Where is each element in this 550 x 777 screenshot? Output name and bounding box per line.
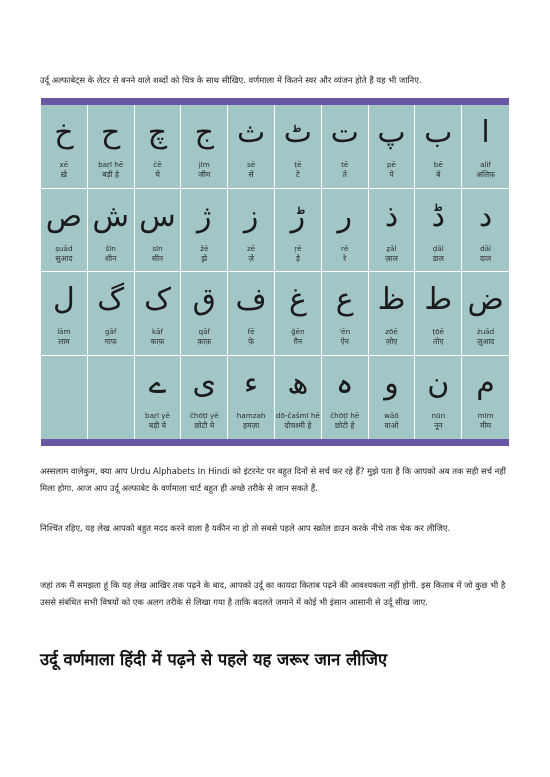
letter-cell	[181, 189, 228, 273]
urdu-letter: ظ	[377, 282, 406, 317]
transliteration: čhōṭī hē	[330, 410, 360, 420]
hindi-name: झ़े	[201, 253, 208, 263]
transliteration: gāf	[104, 327, 117, 336]
transliteration: mīm	[477, 410, 494, 420]
urdu-letter	[88, 360, 134, 408]
urdu-letter: ر	[337, 198, 352, 234]
letter-cell	[88, 356, 135, 440]
hindi-name: ज़ोए	[385, 337, 398, 346]
letter-cell	[369, 272, 416, 356]
urdu-letter: ے	[148, 365, 167, 401]
hindi-name: नून	[434, 420, 443, 430]
hindi-name: शीन	[105, 253, 117, 263]
urdu-letter: م	[476, 365, 495, 401]
transliteration: bē	[433, 160, 443, 169]
letter-cell	[462, 272, 509, 356]
letter-cell	[41, 356, 88, 440]
urdu-letter: ڈ	[431, 198, 445, 234]
hindi-name: जीम	[198, 170, 211, 179]
hindi-name: मीम	[480, 420, 492, 430]
paragraph-assurance: निश्चिंत रहिए, यह लेख आपको बहुत मदद करने वाला है यकीन ना हो तो सबसे पहले आप स्क्रोल डाउन करके नीचे तक चेक कर लीजिए.	[40, 523, 451, 533]
letter-cell	[322, 356, 369, 440]
hindi-name: ड़े	[295, 253, 300, 263]
hindi-name: ऐन	[340, 337, 349, 346]
letter-cell	[462, 189, 509, 273]
letter-cell	[322, 105, 369, 189]
transliteration: rē	[341, 243, 349, 253]
hindi-name: पे	[389, 170, 394, 179]
urdu-letter: ہ	[335, 365, 354, 401]
urdu-letter: ح	[101, 115, 121, 150]
letter-cell	[462, 105, 509, 189]
letter-cell	[181, 356, 228, 440]
transliteration: tē	[341, 160, 349, 169]
letter-cell	[88, 105, 135, 189]
urdu-letter: ت	[330, 115, 359, 150]
letter-cell	[275, 189, 322, 273]
letter-cell	[181, 105, 228, 189]
letter-cell	[135, 356, 182, 440]
letter-cell	[41, 105, 88, 189]
letter-cell	[135, 189, 182, 273]
intro-text: उर्दू अल्फाबेट्स के लेटर से बनने वाले शब्दों को चित्र के साथ सीखिए. वर्णमाला में कितने स्वर और व्यंजन होते हैं यह भी जानिए.	[40, 75, 422, 86]
urdu-letter: خ	[54, 115, 74, 150]
letter-cell	[415, 189, 462, 273]
urdu-letter: ا	[481, 115, 490, 150]
urdu-letter: ی	[192, 365, 217, 401]
transliteration: zōē	[385, 327, 398, 336]
letter-cell	[135, 105, 182, 189]
urdu-letter	[41, 360, 87, 408]
transliteration: qāf	[198, 327, 211, 336]
paragraph-explanation: जहां तक मैं समझता हूं कि यह लेख आखिर तक पढ़ने के बाद, आपको उर्दू का कायदा किताब पढ़ने की आवश्यकता नहीं होगी. इस किताब में जो कुछ भी है उससे संबंधित सभी विषयों को एक अलग तरीके से लिखा गया है ताकि बदलते जमाने में कोई भी इंसान आसानी से उर्दू सीख जाए.	[40, 580, 506, 607]
urdu-letter: ژ	[197, 198, 212, 234]
urdu-letter: ج	[194, 115, 214, 150]
hindi-name: लाम	[58, 337, 70, 346]
urdu-letter: ص	[45, 198, 83, 234]
urdu-letter: ک	[144, 282, 171, 317]
letter-cell	[275, 356, 322, 440]
hindi-name: छोटी ये	[194, 420, 215, 430]
paragraph-greeting: अस्सलाम वालेकुम, क्या आप Urdu Alphabets In Hindi को इंटरनेट पर बहुत दिनों से सर्च कर रहे हैं? मुझे पता है कि आपको अब तक सही सर्च नहीं मिला होगा. आज आप उर्दू अल्फाबेट के वर्णमाला चार्ट बहुत ही अच्छे तरीके से जान सकते हैं.	[40, 466, 506, 493]
letter-cell	[415, 272, 462, 356]
urdu-letter: گ	[97, 282, 125, 317]
transliteration: żuād	[476, 327, 495, 336]
transliteration: wāō	[384, 410, 399, 420]
urdu-letter: ث	[236, 115, 266, 150]
hindi-name: ज़े	[248, 253, 254, 263]
section-heading: उर्दू वर्णमाला हिंदी में पढ़ने से पहले यह जरूर जान लीजिए	[40, 650, 388, 669]
letter-cell	[369, 189, 416, 273]
transliteration: čhōṭī yē	[189, 410, 219, 420]
hindi-name: रे	[343, 253, 347, 263]
transliteration: ṭē	[294, 160, 302, 169]
hindi-name: बड़ी हे	[102, 170, 120, 179]
hindi-name: वाओ	[384, 420, 399, 430]
transliteration: xē	[59, 160, 69, 169]
transliteration: alif	[480, 160, 492, 169]
hindi-name: डाल	[432, 253, 444, 263]
letter-cell	[228, 189, 275, 273]
transliteration: fē	[247, 327, 255, 336]
letter-cell	[322, 272, 369, 356]
transliteration: ḍāl	[432, 243, 444, 253]
letter-cell	[135, 272, 182, 356]
letter-cell	[228, 272, 275, 356]
urdu-letter: ط	[424, 282, 453, 317]
letter-cell	[88, 272, 135, 356]
hindi-name: फ़े	[248, 337, 255, 346]
hindi-name: ज़ुआद	[476, 337, 495, 346]
hindi-name: ख़े	[60, 170, 67, 179]
transliteration: sē	[247, 160, 256, 169]
transliteration: dāl	[480, 243, 492, 253]
hindi-name: काफ़	[150, 337, 165, 346]
transliteration: ğēn	[291, 327, 305, 336]
urdu-letter: ف	[235, 282, 267, 317]
transliteration: ṛē	[294, 243, 302, 253]
urdu-letter: ع	[335, 282, 354, 317]
urdu-letter: پ	[377, 115, 406, 150]
transliteration: šīn	[105, 243, 116, 253]
hindi-name: दोचश्मी हे	[284, 420, 312, 430]
hindi-name: तोए	[433, 337, 444, 346]
transliteration: jīm	[198, 160, 210, 169]
transliteration: lām	[57, 327, 71, 336]
letter-cell	[369, 105, 416, 189]
letter-cell	[228, 356, 275, 440]
letter-cell	[369, 356, 416, 440]
urdu-letter: غ	[288, 282, 307, 317]
letter-cell	[228, 105, 275, 189]
hindi-name: बड़ी ये	[148, 420, 167, 430]
letter-cell	[41, 189, 88, 273]
transliteration: hamzah	[236, 410, 266, 420]
transliteration: zē	[246, 243, 256, 253]
urdu-letter: ء	[244, 365, 259, 401]
transliteration: kāf	[151, 327, 164, 336]
transliteration: ṣuād	[55, 243, 73, 253]
urdu-alphabet-chart	[41, 98, 509, 446]
hindi-name: अलिफ़	[476, 170, 495, 179]
hindi-name: ग़ैन	[293, 337, 303, 346]
hindi-name: हमज़ा	[242, 420, 260, 430]
urdu-letter: ب	[424, 115, 453, 150]
hindi-name: टे	[295, 170, 300, 179]
letter-cell	[41, 272, 88, 356]
urdu-letter: ش	[92, 198, 129, 234]
transliteration: pē	[387, 160, 396, 169]
hindi-name: ज़ाल	[385, 253, 398, 263]
hindi-name: दाल	[480, 253, 492, 263]
transliteration: baṛī yē	[145, 410, 170, 420]
alphabet-grid	[41, 105, 509, 439]
hindi-name: सीन	[151, 253, 164, 263]
urdu-letter: ز	[243, 198, 259, 234]
urdu-letter: س	[139, 198, 176, 234]
transliteration: baṛī hē	[98, 160, 124, 169]
transliteration: ẕāl	[386, 243, 397, 253]
urdu-letter: ض	[467, 282, 504, 317]
letter-cell	[415, 105, 462, 189]
hindi-name: बे	[436, 170, 441, 179]
hindi-name: छोटी हे	[334, 420, 355, 430]
letter-cell	[275, 105, 322, 189]
transliteration: ṭōē	[432, 327, 445, 336]
urdu-letter: ن	[427, 365, 450, 401]
letter-cell	[322, 189, 369, 273]
transliteration: čē	[153, 160, 162, 169]
hindi-name: चे	[155, 170, 160, 179]
letter-cell	[88, 189, 135, 273]
transliteration: 'ēn	[339, 327, 351, 336]
hindi-name: क़ाफ़	[197, 337, 212, 346]
transliteration: nūn	[431, 410, 446, 420]
urdu-letter: ٹ	[283, 115, 313, 150]
letter-cell	[275, 272, 322, 356]
hindi-name: से	[248, 170, 254, 179]
urdu-letter: ذ	[384, 198, 399, 234]
transliteration: sīn	[152, 243, 163, 253]
hindi-name: ते	[342, 170, 347, 179]
hindi-name: गाफ़	[104, 337, 117, 346]
urdu-letter: ھ	[287, 365, 309, 401]
urdu-letter: چ	[147, 115, 168, 150]
urdu-letter: ل	[53, 282, 75, 317]
urdu-letter: د	[478, 198, 493, 234]
urdu-letter: ق	[192, 282, 216, 317]
transliteration: dō-čašmī hē	[275, 410, 320, 420]
letter-cell	[462, 356, 509, 440]
urdu-letter: و	[384, 365, 399, 401]
letter-cell	[415, 356, 462, 440]
hindi-name: सुआद	[55, 253, 73, 263]
urdu-letter: ڑ	[290, 198, 306, 234]
letter-cell	[181, 272, 228, 356]
transliteration: žē	[200, 243, 209, 253]
